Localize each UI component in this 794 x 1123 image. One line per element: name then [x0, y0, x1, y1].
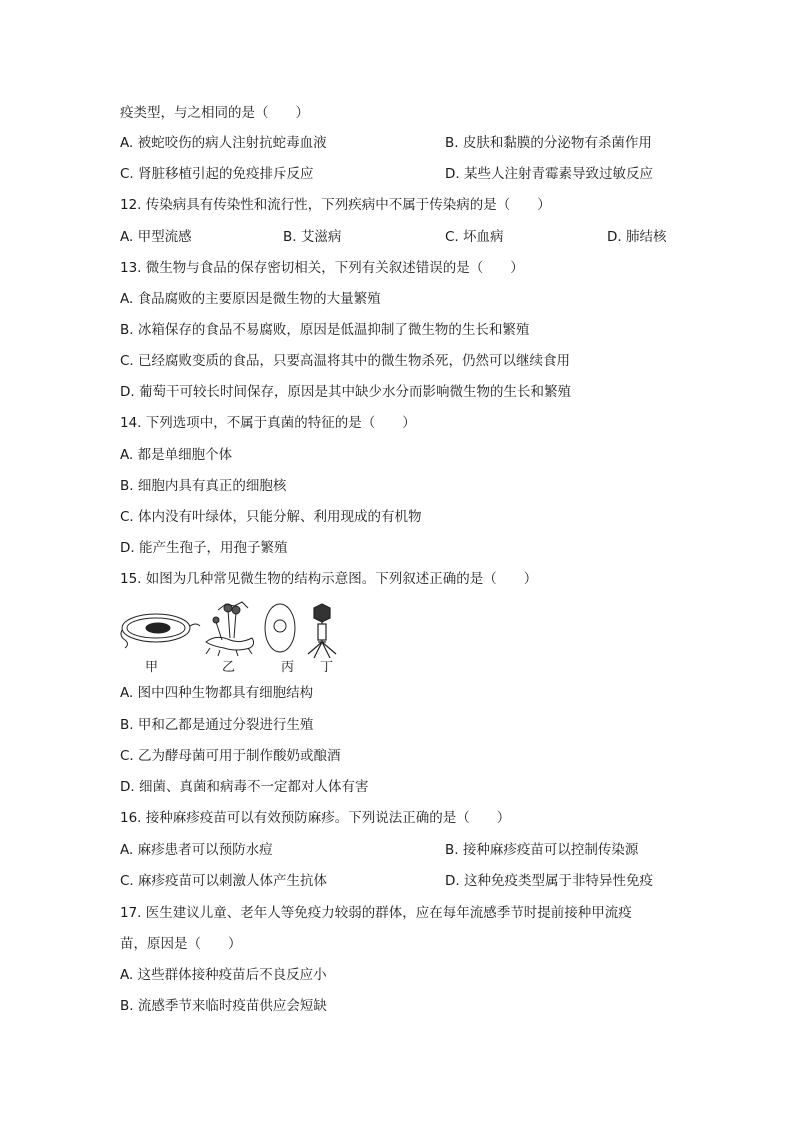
q11-option-b: B. 皮肤和黏膜的分泌物有杀菌作用 [445, 135, 652, 151]
q13-option-a: A. 食品腐败的主要原因是微生物的大量繁殖 [120, 291, 381, 307]
bacterium-illustration [121, 614, 200, 648]
figure-label-yi: 乙 [222, 660, 236, 675]
q17-option-b: B. 流感季节来临时疫苗供应会短缺 [120, 998, 327, 1014]
q16-option-d: D. 这种免疫类型属于非特异性免疫 [445, 873, 653, 889]
q17-option-a: A. 这些群体接种疫苗后不良反应小 [120, 967, 327, 983]
figure-label-bing: 丙 [281, 660, 295, 675]
q12-option-c: C. 坏血病 [445, 229, 504, 245]
q16-stem: 16. 接种麻疹疫苗可以有效预防麻疹。下列说法正确的是（ ） [120, 810, 511, 826]
q12-option-b: B. 艾滋病 [283, 229, 342, 245]
figure-label-ding: 丁 [320, 660, 334, 675]
q12-stem: 12. 传染病具有传染性和流行性，下列疾病中不属于传染病的是（ ） [120, 197, 551, 213]
q15-option-b: B. 甲和乙都是通过分裂进行生殖 [120, 717, 314, 733]
mold-illustration [206, 602, 254, 656]
q12-option-d: D. 肺结核 [607, 229, 667, 245]
q13-stem: 13. 微生物与食品的保存密切相关，下列有关叙述错误的是（ ） [120, 260, 524, 276]
q16-option-b: B. 接种麻疹疫苗可以控制传染源 [445, 842, 639, 858]
q11-option-a: A. 被蛇咬伤的病人注射抗蛇毒血液 [120, 135, 327, 151]
q15-option-d: D. 细菌、真菌和病毒不一定都对人体有害 [120, 779, 369, 795]
virus-illustration [308, 604, 336, 658]
q14-option-b: B. 细胞内具有真正的细胞核 [120, 478, 287, 494]
q15-stem: 15. 如图为几种常见微生物的结构示意图。下列叙述正确的是（ ） [120, 571, 538, 587]
q16-option-c: C. 麻疹疫苗可以刺激人体产生抗体 [120, 873, 328, 889]
figure-label-jia: 甲 [145, 660, 159, 675]
q13-option-d: D. 葡萄干可较长时间保存，原因是其中缺少水分而影响微生物的生长和繁殖 [120, 384, 571, 400]
q13-option-c: C. 已经腐败变质的食品，只要高温将其中的微生物杀死，仍然可以继续食用 [120, 353, 571, 369]
q16-option-a: A. 麻疹患者可以预防水痘 [120, 842, 273, 858]
q11-option-d: D. 某些人注射青霉素导致过敏反应 [445, 166, 653, 182]
q11-option-c: C. 肾脏移植引起的免疫排斥反应 [120, 166, 314, 182]
q12-option-a: A. 甲型流感 [120, 229, 192, 245]
q14-stem: 14. 下列选项中，不属于真菌的特征的是（ ） [120, 415, 416, 431]
q17-stem-line2: 苗，原因是（ ） [120, 936, 242, 952]
q11-stem-tail: 疫类型，与之相同的是（ ） [120, 105, 309, 121]
q14-option-d: D. 能产生孢子，用孢子繁殖 [120, 540, 288, 556]
yeast-illustration [265, 604, 295, 652]
q14-option-c: C. 体内没有叶绿体，只能分解、利用现成的有机物 [120, 509, 422, 525]
q13-option-b: B. 冰箱保存的食品不易腐败，原因是低温抑制了微生物的生长和繁殖 [120, 322, 530, 338]
q15-option-c: C. 乙为酵母菌可用于制作酸奶或酿酒 [120, 748, 341, 764]
q17-stem-line1: 17. 医生建议儿童、老年人等免疫力较弱的群体，应在每年流感季节时提前接种甲流疫 [120, 905, 632, 921]
q14-option-a: A. 都是单细胞个体 [120, 447, 233, 463]
q15-option-a: A. 图中四种生物都具有细胞结构 [120, 685, 314, 701]
